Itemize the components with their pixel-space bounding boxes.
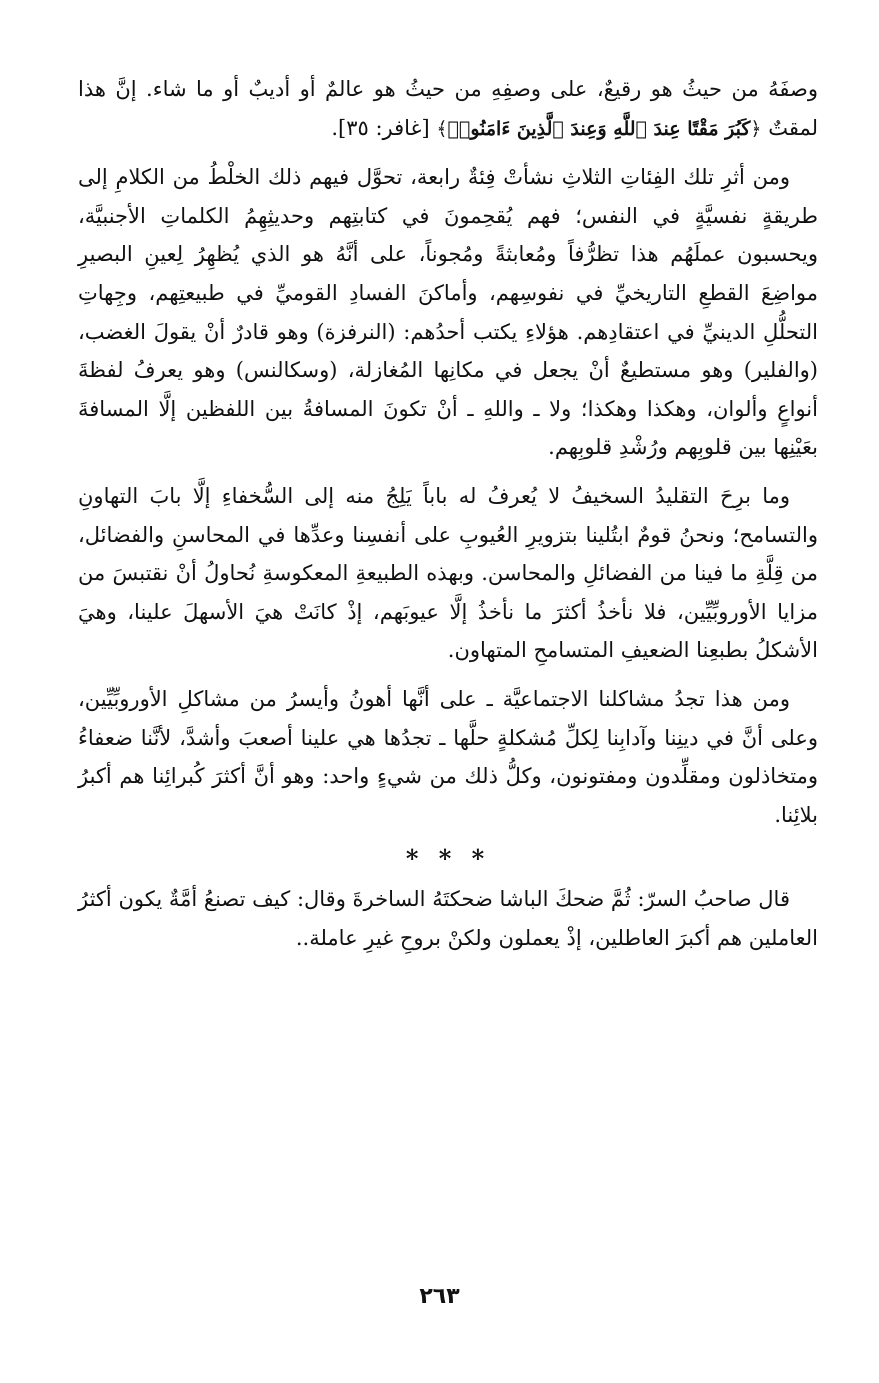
paragraph-1-lead: وصفَهُ من حيثُ هو رقيعٌ، على وصفِهِ من حيثُ هو عالمٌ أو أديبٌ أو ما شاء. إنَّ هذا لمقتٌ <box>78 77 818 140</box>
verse-close-bracket: ﴾ <box>436 117 448 140</box>
section-separator: * * * <box>405 844 491 874</box>
page-body <box>78 70 818 967</box>
paragraph-2: ومن أثرِ تلك الفِئاتِ الثلاثِ نشأتْ فِئةٌ رابعة، تحوَّل فيهم ذلك الخلْطُ من الكلامِ إلى طريقةٍ نفسيَّةٍ في النفس؛ فهم يُقحِمونَ في كتابتِهم وحديثِهِمُ الكلماتِ الأجنبيَّة، ويحسبون عملَهُم هذا تظرُّفاً ومُعابثةً ومُجوناً، على أنَّهُ هو الذي يُظهِرُ لِعينِ البصيرِ مواضِعَ القطعِ التاريخيِّ في نفوسِهم، وأماكنَ الفسادِ القوميِّ في طبيعتِهم، وجِهاتِ التحلُّلِ الدينيِّ في اعتقادِهم. هؤلاءِ يكتب أحدُهم: (النرفزة) وهو قادرٌ أنْ يقولَ الغضب، (والفلير) وهو مستطيعٌ أنْ يجعل في مكانِها المُغازلة، (وسكالنس) وهو يعرفُ لفظةَ أنواعٍ وألوان، وهكذا وهكذا؛ ولا ـ واللهِ ـ أنْ تكونَ المسافةُ بين اللفظين إلَّا المسافةَ بعَيْنِها بين قلوبِهم ورُشْدِ قلوبِهم. <box>78 165 818 460</box>
verse-citation: [غافر: ٣٥]. <box>331 115 437 140</box>
paragraph-4: ومن هذا تجدُ مشاكلنا الاجتماعيَّة ـ على أنَّها أهونُ وأيسرُ من مشاكلِ الأوروبِّيِّين، وعلى أنَّ في دينِنا وآدابِنا لِكلِّ مُشكلةٍ حلَّها ـ تجدُها هي علينا أصعبَ وأشدَّ، لأنَّنا ضعفاءُ ومتخاذلون ومقلِّدون ومفتونون، وكلُّ ذلك من شيءٍ واحد: وهو أنَّ أكثرَ كُبرائِنا هم أكبرُ بلائِنا. <box>78 686 818 827</box>
quran-verse: كَبُرَ مَقْتًا عِندَ ٱللَّهِ وَعِندَ ٱلَّذِينَ ءَامَنُوا۟ <box>447 117 751 140</box>
paragraph-1 <box>78 70 818 148</box>
paragraph-5: قال صاحبُ السرّ: ثُمَّ ضحكَ الباشا ضحكتَهُ الساخرةَ وقال: كيف تصنعُ أمَّةٌ يكون أكثرُ العاملين هم أكبرَ العاطلين، إذْ يعملون ولكنْ بروحِ غيرِ عاملة.. <box>78 887 818 950</box>
page-number: ٢٦٣ <box>419 1284 460 1309</box>
verse-open-bracket: ﴿ <box>750 117 762 140</box>
paragraph-3: وما برِحَ التقليدُ السخيفُ لا يُعرفُ له باباً يَلِجُ منه إلى السُّخفاءِ إلَّا بابَ التهاونِ والتسامح؛ ونحنُ قومٌ ابتُلينا بتزويرِ العُيوبِ على أنفسِنا وعدِّها في المحاسنِ والفضائل، من قِلَّةِ ما فينا من الفضائلِ والمحاسن. وبهذه الطبيعةِ المعكوسةِ نُحاولُ أنْ نقتبسَ من مزايا الأوروبِّيِّين، فلا نأخذُ أكثرَ ما نأخذُ إلَّا عيوبَهم، إذْ كانَتْ هيَ الأسهلَ علينا، وهيَ الأشكلُ بطبعِنا الضعيفِ المتسامحِ المتهاون. <box>78 483 818 663</box>
